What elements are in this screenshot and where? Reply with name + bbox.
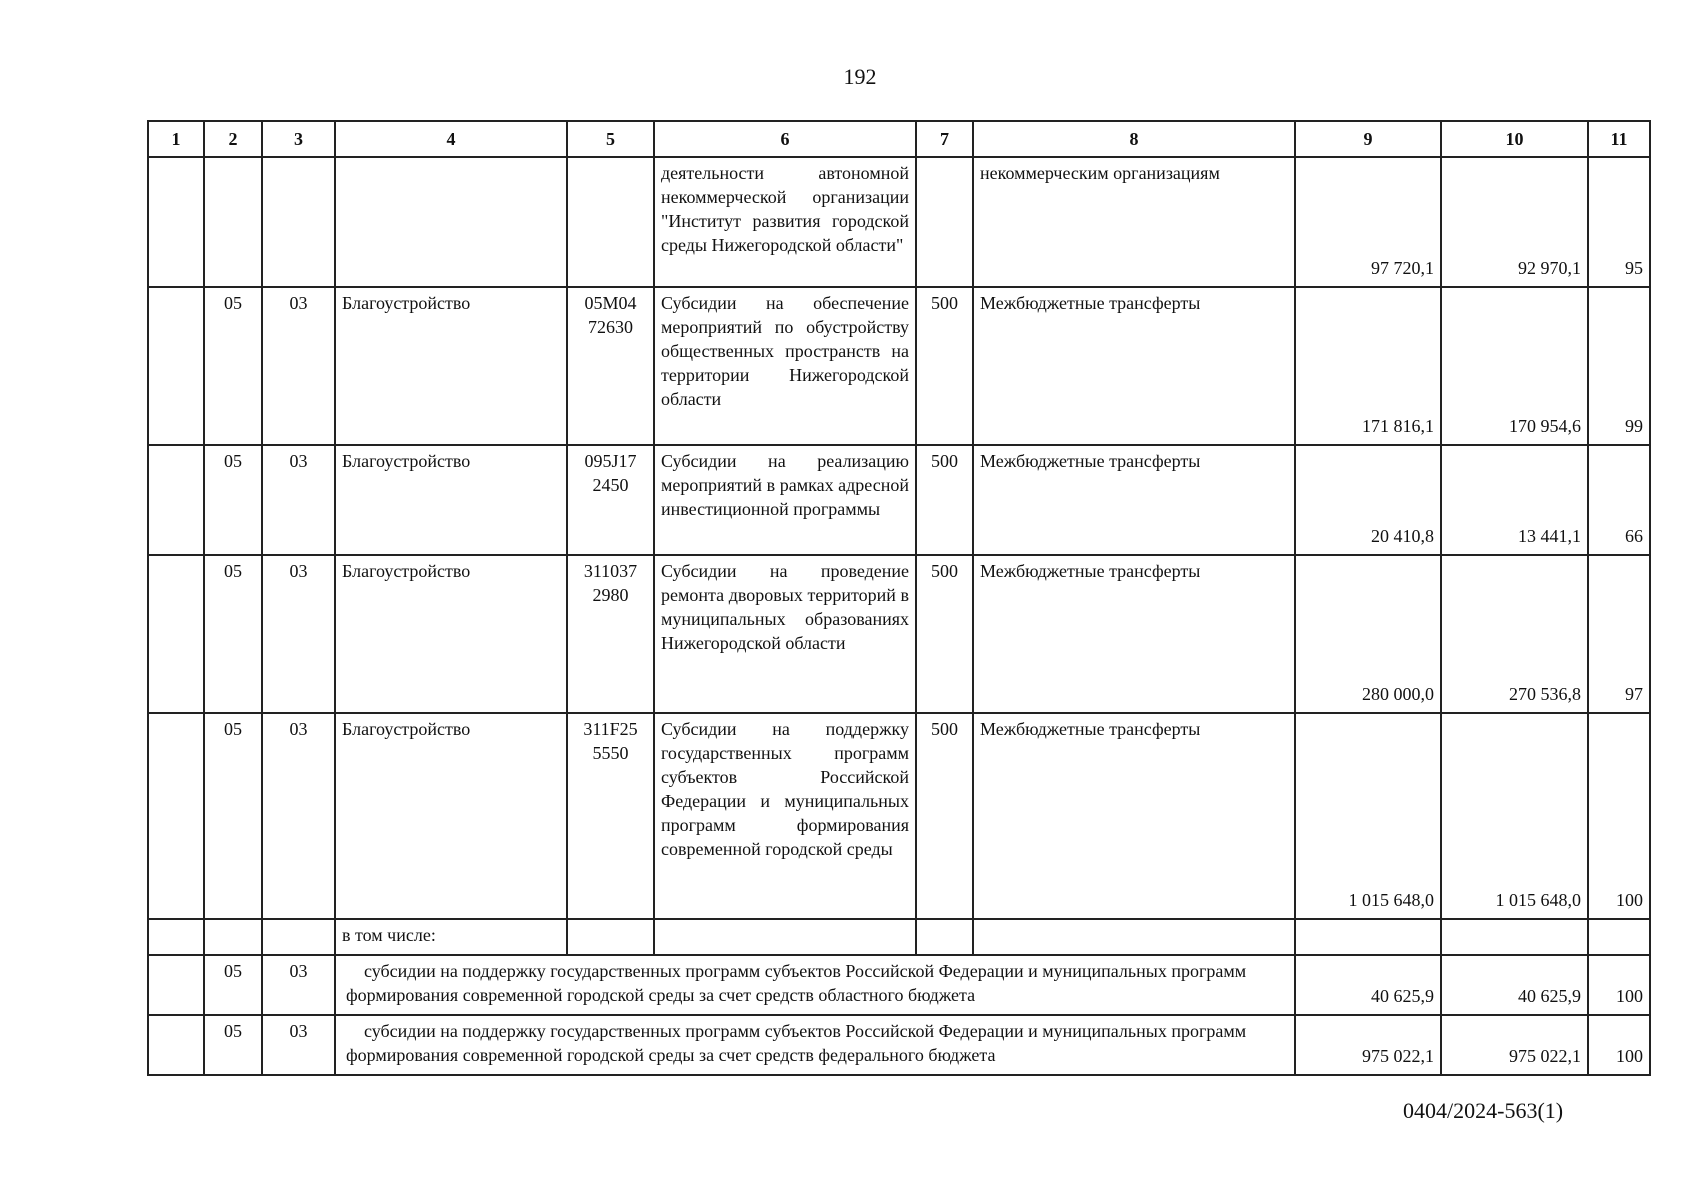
col-header-4: 4 xyxy=(335,121,567,157)
empty-cell xyxy=(148,919,204,955)
empty-cell xyxy=(1588,919,1650,955)
cell-expense-code: 500 xyxy=(916,713,973,919)
cell-section: 05 xyxy=(204,713,262,919)
cell-percent: 99 xyxy=(1588,287,1650,445)
col-header-2: 2 xyxy=(204,121,262,157)
table-header-row xyxy=(148,121,1650,157)
cell-percent: 100 xyxy=(1588,713,1650,919)
col-header-8: 8 xyxy=(973,121,1295,157)
empty-cell xyxy=(654,919,916,955)
cell-percent: 66 xyxy=(1588,445,1650,555)
empty-cell xyxy=(567,919,654,955)
cell-expense-name: некоммерческим организациям xyxy=(973,157,1295,287)
cell-section: 05 xyxy=(204,555,262,713)
cell-section-name: Благоустройство xyxy=(335,555,567,713)
col-header-7: 7 xyxy=(916,121,973,157)
table-row xyxy=(148,445,1650,555)
cell-subsection: 03 xyxy=(262,955,335,1015)
cell-planned: 20 410,8 xyxy=(1295,445,1441,555)
cell-expense-code xyxy=(916,157,973,287)
cell-executed: 270 536,8 xyxy=(1441,555,1588,713)
cell-col1 xyxy=(148,157,204,287)
cell-executed: 975 022,1 xyxy=(1441,1015,1588,1075)
cell-planned: 40 625,9 xyxy=(1295,955,1441,1015)
cell-section: 05 xyxy=(204,1015,262,1075)
cell-section-name xyxy=(335,157,567,287)
cell-expense-name: Межбюджетные трансферты xyxy=(973,445,1295,555)
cell-target-name: Субсидии на проведение ремонта дворовых территорий в муниципальных образованиях Нижегородской области xyxy=(654,555,916,713)
cell-target-name: Субсидии на реализацию мероприятий в рамках адресной инвестиционной программы xyxy=(654,445,916,555)
document-code: 0404/2024-563(1) xyxy=(1403,1098,1564,1123)
cell-executed: 170 954,6 xyxy=(1441,287,1588,445)
cell-target-code: 05М04 72630 xyxy=(567,287,654,445)
col-header-9: 9 xyxy=(1295,121,1441,157)
cell-col1 xyxy=(148,713,204,919)
cell-percent: 100 xyxy=(1588,955,1650,1015)
cell-planned: 97 720,1 xyxy=(1295,157,1441,287)
cell-col1 xyxy=(148,955,204,1015)
cell-executed: 1 015 648,0 xyxy=(1441,713,1588,919)
budget-table xyxy=(147,120,1651,1076)
cell-subsection: 03 xyxy=(262,555,335,713)
sub-row xyxy=(148,1015,1650,1075)
cell-expense-name: Межбюджетные трансферты xyxy=(973,555,1295,713)
col-header-1: 1 xyxy=(148,121,204,157)
table-row xyxy=(148,287,1650,445)
cell-target-code xyxy=(567,157,654,287)
cell-subsection xyxy=(262,157,335,287)
cell-section: 05 xyxy=(204,445,262,555)
cell-section-name: Благоустройство xyxy=(335,287,567,445)
cell-subsection: 03 xyxy=(262,445,335,555)
cell-planned: 1 015 648,0 xyxy=(1295,713,1441,919)
cell-percent: 97 xyxy=(1588,555,1650,713)
including-row xyxy=(148,919,1650,955)
cell-sub-description: субсидии на поддержку государственных программ субъектов Российской Федерации и муниципальных программ формирования современной городской среды за счет средств федерального бюджета xyxy=(335,1015,1295,1075)
cell-subsection: 03 xyxy=(262,287,335,445)
cell-col1 xyxy=(148,1015,204,1075)
cell-section: 05 xyxy=(204,287,262,445)
cell-planned: 171 816,1 xyxy=(1295,287,1441,445)
col-header-11: 11 xyxy=(1588,121,1650,157)
empty-cell xyxy=(262,919,335,955)
empty-cell xyxy=(204,919,262,955)
cell-expense-name: Межбюджетные трансферты xyxy=(973,287,1295,445)
cell-section: 05 xyxy=(204,955,262,1015)
cell-subsection: 03 xyxy=(262,1015,335,1075)
empty-cell xyxy=(916,919,973,955)
table-row xyxy=(148,713,1650,919)
cell-expense-code: 500 xyxy=(916,445,973,555)
col-header-6: 6 xyxy=(654,121,916,157)
cell-section-name: Благоустройство xyxy=(335,713,567,919)
cell-executed: 40 625,9 xyxy=(1441,955,1588,1015)
cell-target-code: 311F25 5550 xyxy=(567,713,654,919)
cell-sub-description: субсидии на поддержку государственных программ субъектов Российской Федерации и муниципальных программ формирования современной городской среды за счет средств областного бюджета xyxy=(335,955,1295,1015)
cell-percent: 100 xyxy=(1588,1015,1650,1075)
cell-target-code: 095J17 2450 xyxy=(567,445,654,555)
cell-section xyxy=(204,157,262,287)
cell-target-name: Субсидии на поддержку государственных программ субъектов Российской Федерации и муниципальных программ формирования современной городской среды xyxy=(654,713,916,919)
cell-target-name: Субсидии на обеспечение мероприятий по обустройству общественных пространств на территории Нижегородской области xyxy=(654,287,916,445)
page-number: 192 xyxy=(843,64,877,89)
table-row xyxy=(148,157,1650,287)
cell-planned: 975 022,1 xyxy=(1295,1015,1441,1075)
col-header-3: 3 xyxy=(262,121,335,157)
cell-executed: 92 970,1 xyxy=(1441,157,1588,287)
cell-target-code: 311037 2980 xyxy=(567,555,654,713)
cell-planned: 280 000,0 xyxy=(1295,555,1441,713)
cell-col1 xyxy=(148,555,204,713)
sub-row xyxy=(148,955,1650,1015)
cell-percent: 95 xyxy=(1588,157,1650,287)
cell-target-name: деятельности автономной некоммерческой организации "Институт развития городской среды Нижегородской области" xyxy=(654,157,916,287)
col-header-10: 10 xyxy=(1441,121,1588,157)
cell-expense-code: 500 xyxy=(916,555,973,713)
empty-cell xyxy=(1441,919,1588,955)
cell-section-name: Благоустройство xyxy=(335,445,567,555)
cell-expense-code: 500 xyxy=(916,287,973,445)
table-row xyxy=(148,555,1650,713)
col-header-5: 5 xyxy=(567,121,654,157)
empty-cell xyxy=(973,919,1295,955)
empty-cell xyxy=(1295,919,1441,955)
cell-col1 xyxy=(148,287,204,445)
cell-subsection: 03 xyxy=(262,713,335,919)
including-label: в том числе: xyxy=(335,919,567,955)
cell-executed: 13 441,1 xyxy=(1441,445,1588,555)
cell-col1 xyxy=(148,445,204,555)
cell-expense-name: Межбюджетные трансферты xyxy=(973,713,1295,919)
